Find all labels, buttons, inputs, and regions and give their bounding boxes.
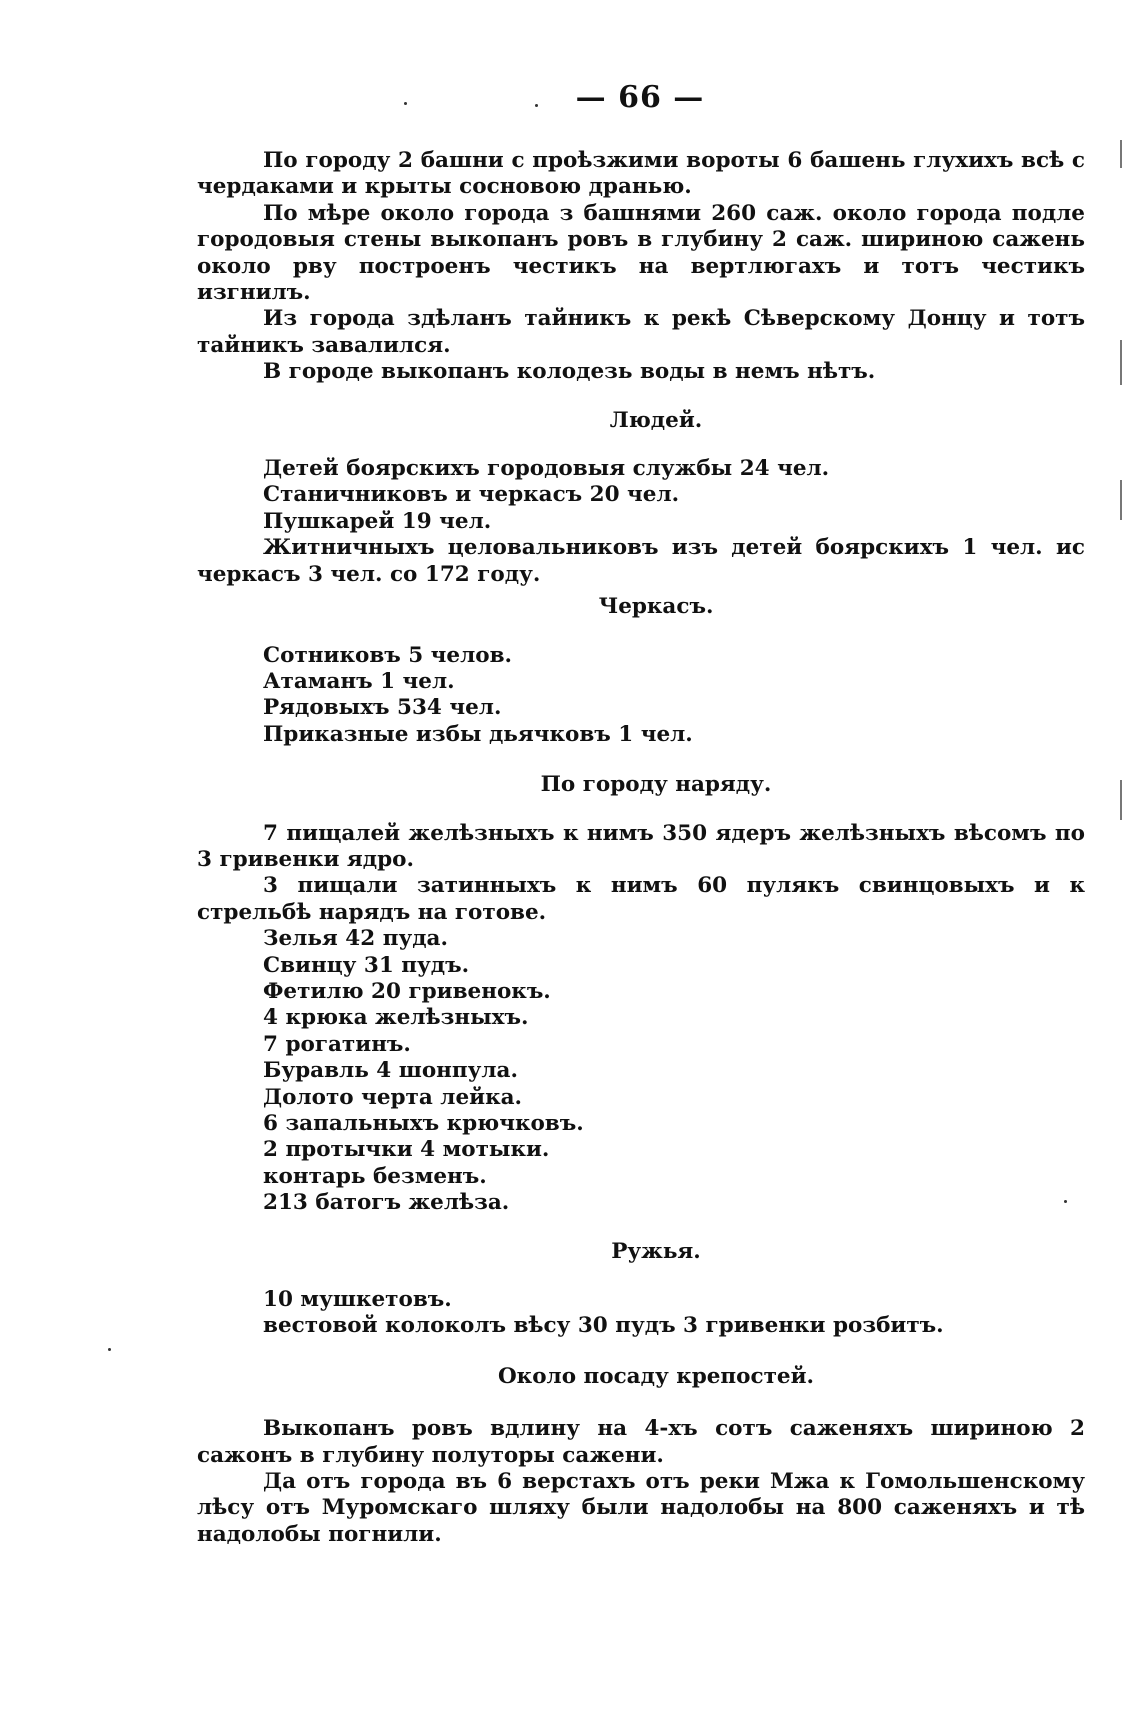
page-body xyxy=(197,148,1085,1548)
heading-posad-fortifications: Около посаду крепостей. xyxy=(497,1363,815,1389)
print-speck xyxy=(535,104,538,107)
page-number: — 66 — xyxy=(575,80,705,115)
margin-mark xyxy=(1120,480,1122,520)
list-item: Рядовыхъ 534 чел. xyxy=(263,695,502,721)
paragraph-towers: По городу 2 башни с проѣзжими вороты 6 башень глухихъ всѣ с чердаками и крыты сосновою дранью. xyxy=(197,148,1085,200)
margin-mark xyxy=(1120,780,1122,820)
paragraph-secret-passage: Из города здѣланъ тайникъ к рекѣ Сѣверскому Донцу и тотъ тайникъ завалился. xyxy=(197,306,1085,358)
print-speck xyxy=(404,102,407,105)
list-item: Сотниковъ 5 челов. xyxy=(263,642,513,668)
paragraph-well: В городе выкопанъ колодезь воды в немъ нѣтъ. xyxy=(263,359,876,385)
list-item: Зелья 42 пуда. xyxy=(263,926,448,952)
heading-guns: Ружья. xyxy=(611,1238,701,1264)
list-item: Свинцу 31 пудъ. xyxy=(263,952,470,978)
list-item: Детей боярскихъ городовыя службы 24 чел. xyxy=(263,456,830,482)
list-item: 2 протычки 4 мотыки. xyxy=(263,1137,550,1163)
list-item: 213 батогъ желѣза. xyxy=(263,1190,510,1216)
paragraph-granary-keepers: Житничныхъ целовальниковъ изъ детей боярскихъ 1 чел. ис черкасъ 3 чел. со 172 году. xyxy=(197,535,1085,587)
list-item: Приказные избы дьячковъ 1 чел. xyxy=(263,721,693,747)
heading-cherkas: Черкасъ. xyxy=(598,594,714,620)
print-speck xyxy=(108,1348,111,1351)
list-item: Долото черта лейка. xyxy=(263,1084,523,1110)
list-item: 7 рогатинъ. xyxy=(263,1031,411,1057)
list-item: 10 мушкетовъ. xyxy=(263,1287,452,1313)
list-item: 4 крюка желѣзныхъ. xyxy=(263,1005,529,1031)
paragraph-moat: По мѣре около города з башнями 260 саж. около города подле городовыя стены выкопанъ ровъ в глубину 2 саж. шириною сажень около рву построенъ честикъ на вертлюгахъ и тотъ честикъ изгнилъ. xyxy=(197,200,1085,306)
paragraph-posad-moat: Выкопанъ ровъ вдлину на 4-хъ сотъ саженяхъ шириною 2 сажонъ в глубину полуторы сажени. xyxy=(197,1416,1085,1468)
list-item: контарь безменъ. xyxy=(263,1163,487,1189)
list-item: Фетилю 20 гривенокъ. xyxy=(263,978,551,1004)
list-item: 6 запальныхъ крючковъ. xyxy=(263,1111,584,1136)
paragraph-obstacles: Да отъ города въ 6 верстахъ отъ реки Мжа к Гомольшенскому лѣсу отъ Муромскаго шляху были надолобы на 800 саженяхъ и тѣ надолобы погнили. xyxy=(197,1469,1085,1547)
list-item: Атаманъ 1 чел. xyxy=(263,668,455,694)
paragraph-iron-cannons: 7 пищалей желѣзныхъ к нимъ 350 ядеръ желѣзныхъ вѣсомъ по 3 гривенки ядро. xyxy=(197,820,1085,872)
list-item: Буравль 4 шонпула. xyxy=(263,1058,518,1084)
list-item: вестовой колоколъ вѣсу 30 пудъ 3 гривенки розбитъ. xyxy=(263,1313,944,1339)
margin-mark xyxy=(1120,140,1122,168)
heading-artillery: По городу наряду. xyxy=(540,772,772,798)
margin-mark xyxy=(1120,340,1122,385)
list-item: Станичниковъ и черкасъ 20 чел. xyxy=(263,482,680,508)
paragraph-wall-guns: 3 пищали затинныхъ к нимъ 60 пулякъ свинцовыхъ и к стрельбѣ нарядъ на готове. xyxy=(197,873,1085,925)
list-item: Пушкарей 19 чел. xyxy=(263,508,492,534)
heading-people: Людей. xyxy=(609,407,703,433)
